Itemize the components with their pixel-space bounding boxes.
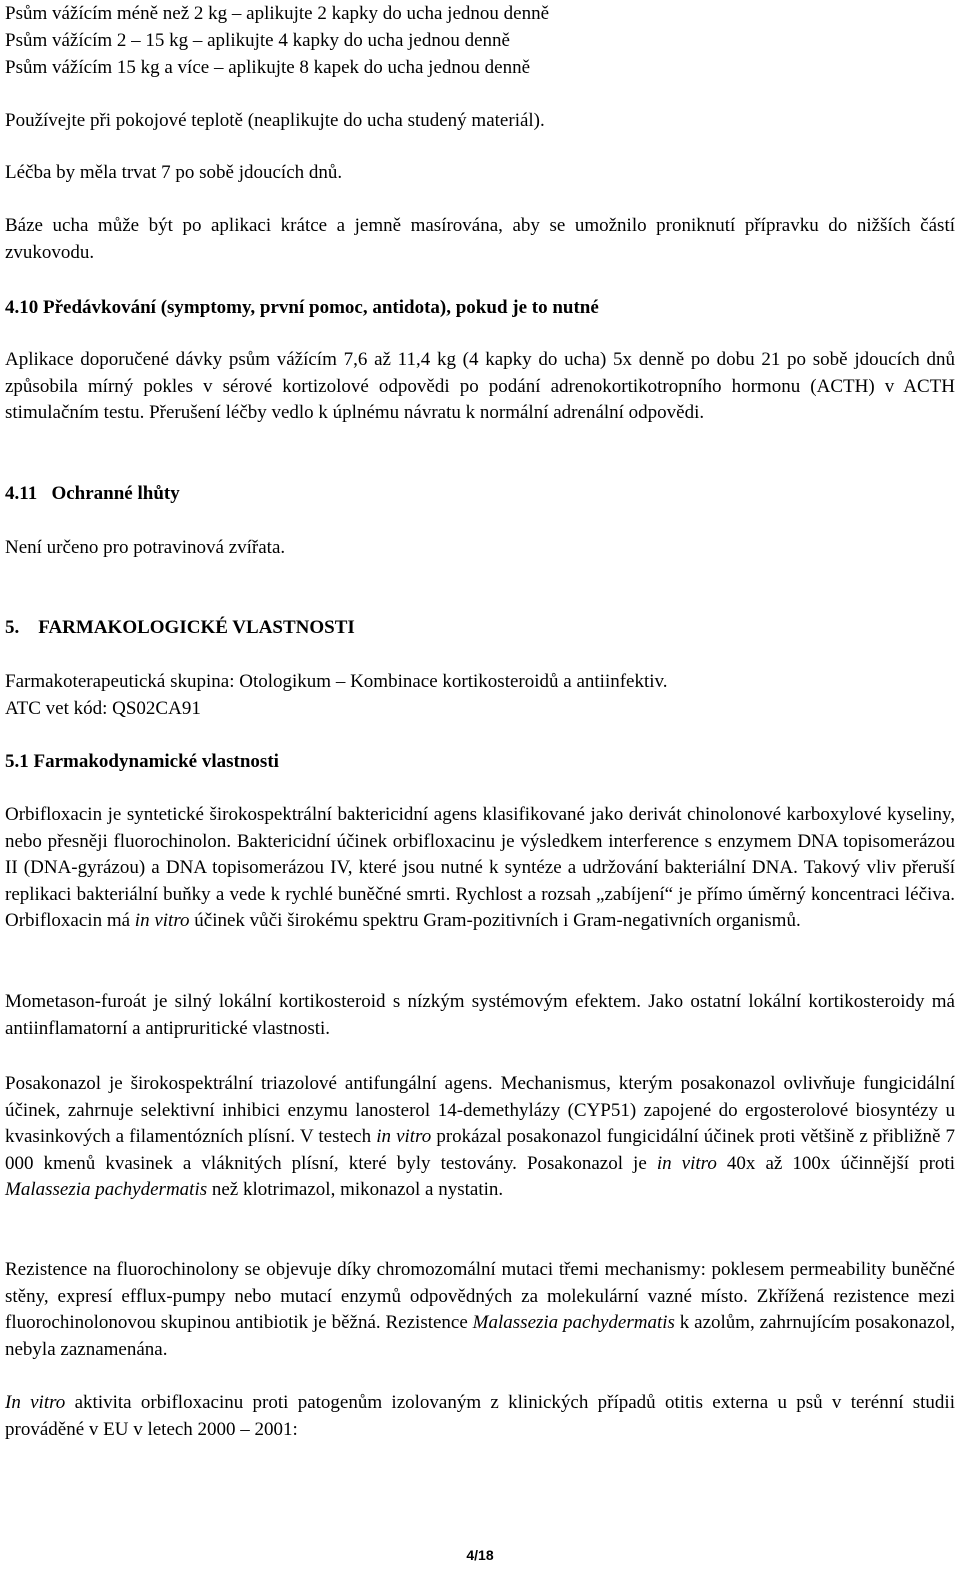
species-name: Malassezia pachydermatis [5, 1179, 208, 1200]
section-5-title: FARMAKOLOGICKÉ VLASTNOSTI [38, 617, 355, 638]
in-vitro-term: in vitro [656, 1152, 717, 1174]
atc-vet-code: ATC vet kód: QS02CA91 [5, 698, 201, 719]
section-4-11-text: Není určeno pro potravinová zvířata. [5, 537, 286, 558]
section-5-1-heading: 5.1 Farmakodynamické vlastnosti [5, 751, 279, 772]
mometasone-paragraph: Mometason-furoát je silný lokální kortikosteroid s nízkým systémovým efektem. Jako ostatní lokální kortikosteroidy má antiinflamatorní a antipruritické vlastnosti. [5, 991, 955, 1039]
in-vitro-term: In vitro [5, 1392, 66, 1413]
in-vitro-activity-paragraph: In vitro aktivita orbifloxacinu proti patogenům izolovaným z klinických případů otitis externa u psů v terénní studii prováděné v EU v letech 2000 – 2001: [5, 1392, 955, 1440]
section-5-heading [5, 615, 355, 641]
species-name: Malassezia pachydermatis [472, 1312, 675, 1333]
pharmacotherapeutic-group: Farmakoterapeutická skupina: Otologikum – Kombinace kortikosteroidů a antiinfektiv. [5, 671, 668, 692]
section-4-11-number: 4.11 [5, 483, 38, 504]
massage-note: Báze ucha může být po aplikaci krátce a jemně masírována, aby se umožnilo proniknutí přípravku do nižších částí zvukovodu. [5, 215, 955, 263]
section-4-10-heading: 4.10 Předávkování (symptomy, první pomoc, antidota), pokud je to nutné [5, 297, 599, 318]
dosage-line-3: Psům vážícím 15 kg a více – aplikujte 8 kapek do ucha jednou denně [5, 57, 530, 78]
orbifloxacin-paragraph: Orbifloxacin je syntetické širokospektrální baktericidní agens klasifikované jako derivát chinolonové karboxylové kyseliny, nebo přesněji fluorochinolon. Baktericidní účinek orbifloxacinu je výsledkem interference s enzymem DNA topisomerázou II (DNA-gyrázou) a DNA topisomerázou IV, které jsou nutné k syntéze a udržování bakteriální DNA. Takový vliv přeruší replikaci bakteriální buňky a vede k rychlé buněčné smrti. Rychlost a rozsah „zabíjení“ je přímo úměrný koncentraci léčiva. Orbifloxacin má in vitro účinek vůči širokému spektru Gram-pozitivních i Gram-negativních organismů. [5, 804, 955, 931]
resistance-paragraph: Rezistence na fluorochinolony se objevuje díky chromozomální mutaci třemi mechanismy: poklesem permeability buněčné stěny, expresí efflux-pumpy nebo mutací enzymů odpovědných za molekulární vazné místo. Zkřížená rezistence mezi fluorochinolonovou skupinou antibiotik je běžná. Rezistence Malassezia pachydermatis k azolům, zahrnujícím posakonazol, nebyla zaznamenána. [5, 1259, 955, 1360]
temperature-note: Používejte při pokojové teplotě (neaplikujte do ucha studený materiál). [5, 110, 545, 131]
dosage-line-2: Psům vážícím 2 – 15 kg – aplikujte 4 kapky do ucha jednou denně [5, 30, 510, 51]
section-5-number: 5. [5, 617, 20, 638]
section-4-11-title: Ochranné lhůty [51, 483, 180, 504]
dosage-line-1: Psům vážícím méně než 2 kg – aplikujte 2 kapky do ucha jednou denně [5, 3, 549, 24]
section-4-11-heading [5, 481, 180, 507]
duration-note: Léčba by měla trvat 7 po sobě jdoucích dnů. [5, 162, 343, 183]
posaconazole-paragraph: Posakonazol je širokospektrální triazolové antifungální agens. Mechanismus, kterým posakonazol ovlivňuje fungicidální účinek, zahrnuje selektivní inhibici enzymu lanosterol 14-demethylázy (CYP51) zapojené do ergosterolové biosyntézy u kvasinkových a filamentózních plísní. V testech in vitro prokázal posakonazol fungicidální účinek proti většině z přibližně 7 000 kmenů kvasinek a vláknitých plísní, které byly testovány. Posakonazol je in vitro 40x až 100x účinnější proti Malassezia pachydermatis než klotrimazol, mikonazol a nystatin. [5, 1073, 955, 1200]
page-number: 4/18 [466, 1547, 494, 1563]
section-4-10-text: Aplikace doporučené dávky psům vážícím 7,6 až 11,4 kg (4 kapky do ucha) 5x denně po dobu 21 po sobě jdoucích dnů způsobila mírný pokles v sérové kortizolové odpovědi po podání adrenokortikotropního hormonu (ACTH) v ACTH stimulačním testu. Přerušení léčby vedlo k úplnému návratu k normální adrenální odpovědi. [5, 349, 955, 423]
in-vitro-term: in vitro [134, 910, 190, 931]
in-vitro-term: in vitro [376, 1126, 432, 1147]
